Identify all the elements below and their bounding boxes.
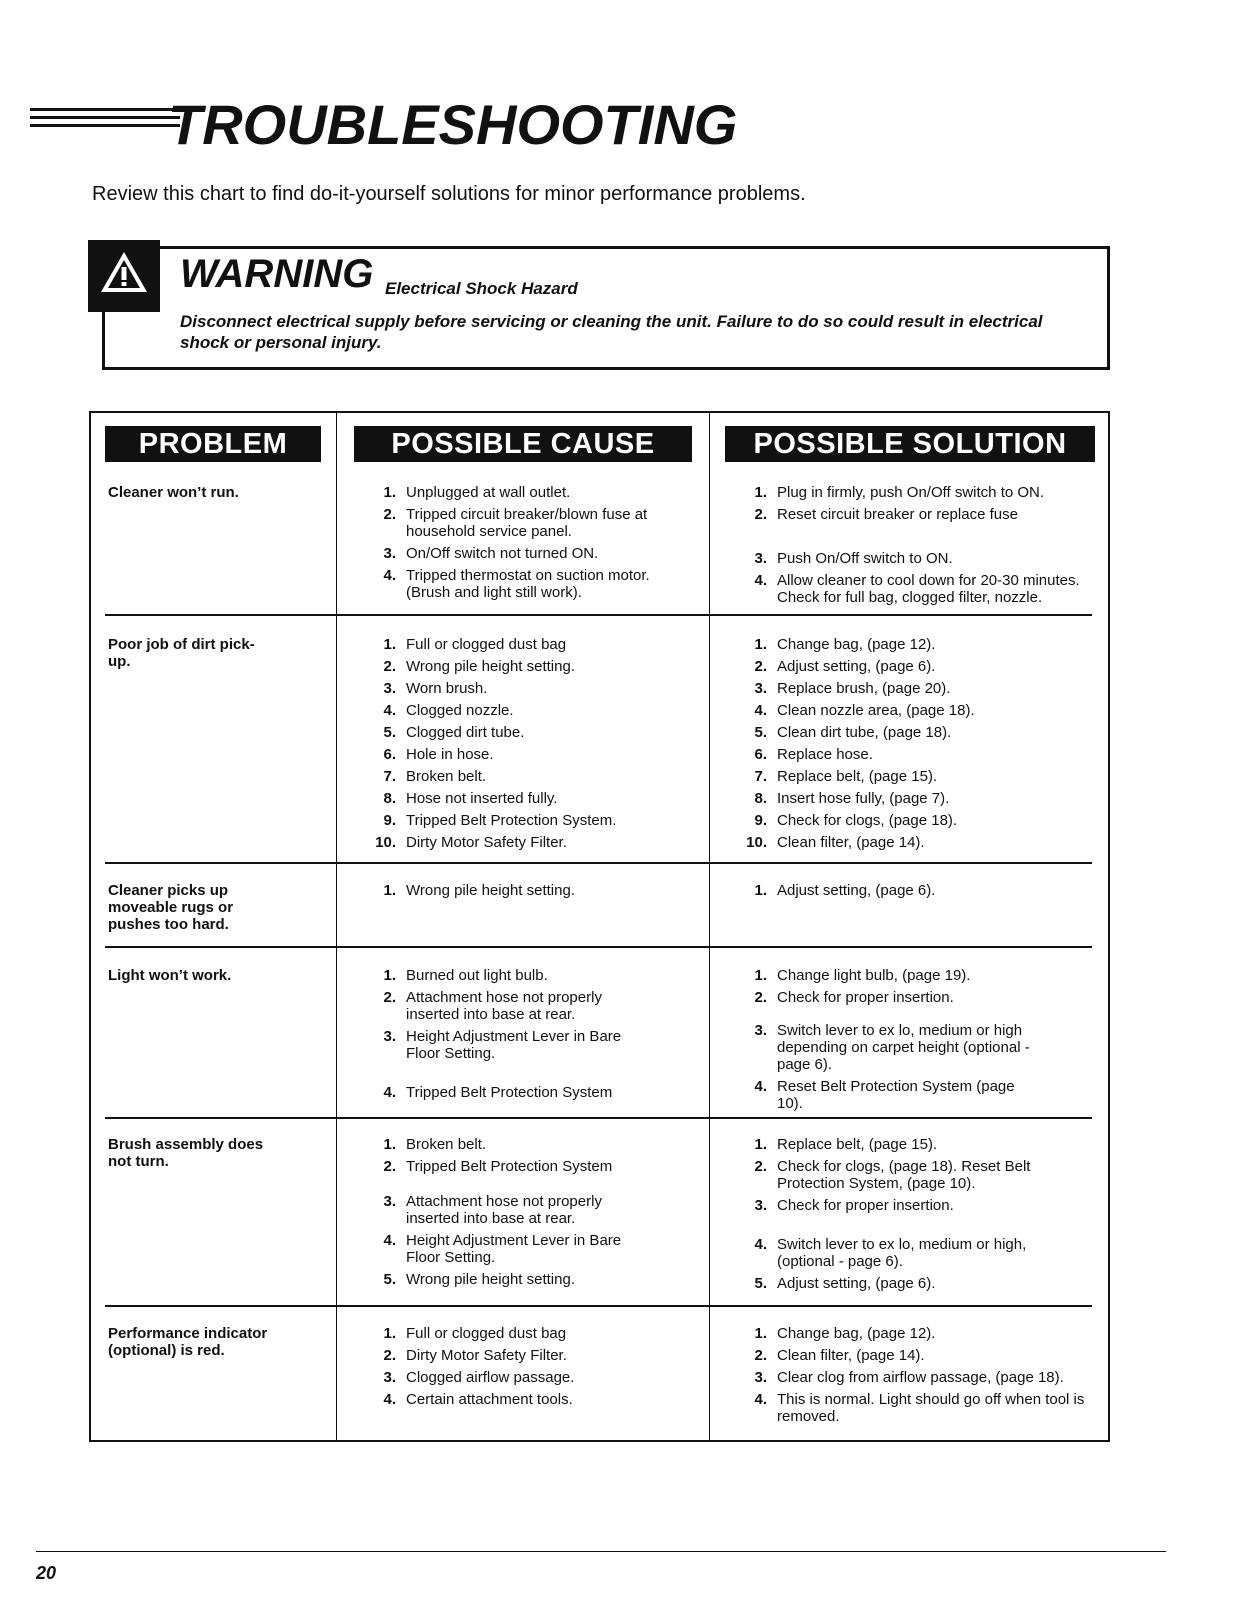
problem-label: Poor job of dirt pick-up. bbox=[108, 636, 255, 670]
intro-text: Review this chart to find do-it-yourself solutions for minor performance problems. bbox=[92, 183, 806, 205]
list-item: 5. Adjust setting, (page 6). bbox=[754, 1275, 936, 1292]
row-divider bbox=[105, 1117, 1092, 1119]
list-item: 3. Replace brush, (page 20). bbox=[754, 680, 951, 697]
solution-list bbox=[754, 967, 1037, 1117]
list-item: 4. Allow cleaner to cool down for 20-30 minutes. Check for full bag, clogged filter, nozzle. bbox=[754, 572, 1080, 606]
list-item: 1. Adjust setting, (page 6). bbox=[754, 882, 936, 899]
page-title bbox=[30, 90, 738, 160]
list-item: 7. Replace belt, (page 15). bbox=[754, 768, 938, 785]
list-item: 1. Wrong pile height setting. bbox=[383, 882, 575, 899]
list-item: 4. Tripped thermostat on suction motor. (Brush and light still work). bbox=[383, 567, 650, 601]
cause-list bbox=[383, 1136, 646, 1293]
solution-list bbox=[754, 1325, 1087, 1430]
list-item: 2. Wrong pile height setting. bbox=[383, 658, 575, 675]
warning-body: Disconnect electrical supply before servicing or cleaning the unit. Failure to do so could result in electrical shock or personal injury. bbox=[180, 312, 1043, 352]
solution-list bbox=[754, 1136, 1047, 1297]
list-item: 1. Change bag, (page 12). bbox=[754, 636, 936, 653]
list-item: 1. Full or clogged dust bag bbox=[383, 636, 567, 653]
list-item: 4. Height Adjustment Lever in Bare Floor Setting. bbox=[383, 1232, 622, 1266]
list-item: 6. Replace hose. bbox=[754, 746, 873, 763]
title-text: TROUBLESHOOTING bbox=[168, 93, 738, 156]
list-item: 5. Clean dirt tube, (page 18). bbox=[754, 724, 952, 741]
cause-list bbox=[375, 636, 696, 856]
problem-label: Cleaner won’t run. bbox=[108, 484, 239, 501]
list-item: 2. Adjust setting, (page 6). bbox=[754, 658, 936, 675]
list-item: 4. Tripped Belt Protection System bbox=[383, 1084, 613, 1101]
title-rule-lines bbox=[30, 108, 180, 132]
list-item: 3. Switch lever to ex lo, medium or high depending on carpet height (optional - page 6). bbox=[754, 1022, 1030, 1073]
list-item: 1. Full or clogged dust bag bbox=[383, 1325, 567, 1342]
list-item: 1. Unplugged at wall outlet. bbox=[383, 484, 571, 501]
list-item: 1. Replace belt, (page 15). bbox=[754, 1136, 938, 1153]
cause-list bbox=[383, 1325, 696, 1413]
footer-rule bbox=[36, 1551, 1166, 1552]
list-item: 2. Dirty Motor Safety Filter. bbox=[383, 1347, 567, 1364]
list-item: 3. Check for proper insertion. bbox=[754, 1197, 954, 1214]
list-item: 2. Check for clogs, (page 18). Reset Belt Protection System, (page 10). bbox=[754, 1158, 1031, 1192]
cause-list bbox=[383, 967, 646, 1106]
column-divider bbox=[336, 411, 337, 1442]
list-item: 5. Clogged dirt tube. bbox=[383, 724, 525, 741]
list-item: 2. Attachment hose not properly inserted into base at rear. bbox=[383, 989, 602, 1023]
row-divider bbox=[105, 946, 1092, 948]
list-item: 1. Burned out light bulb. bbox=[383, 967, 548, 984]
list-item: 2. Reset circuit breaker or replace fuse bbox=[754, 506, 1018, 523]
row-divider bbox=[105, 614, 1092, 616]
list-item: 3. On/Off switch not turned ON. bbox=[383, 545, 599, 562]
list-item: 4. Clean nozzle area, (page 18). bbox=[754, 702, 975, 719]
list-item: 10. Clean filter, (page 14). bbox=[746, 834, 925, 851]
list-item: 3. Worn brush. bbox=[383, 680, 488, 697]
list-item: 2. Tripped Belt Protection System bbox=[383, 1158, 613, 1175]
list-item: 1. Plug in firmly, push On/Off switch to ON. bbox=[754, 484, 1045, 501]
list-item: 8. Insert hose fully, (page 7). bbox=[754, 790, 950, 807]
list-item: 9. Check for clogs, (page 18). bbox=[754, 812, 958, 829]
solution-list bbox=[746, 636, 1095, 856]
list-item: 3. Clogged airflow passage. bbox=[383, 1369, 575, 1386]
list-item: 10. Dirty Motor Safety Filter. bbox=[375, 834, 567, 851]
solution-list bbox=[754, 882, 1095, 904]
list-item: 3. Attachment hose not properly inserted into base at rear. bbox=[383, 1193, 602, 1227]
list-item: 2. Check for proper insertion. bbox=[754, 989, 954, 1006]
list-item: 1. Change bag, (page 12). bbox=[754, 1325, 936, 1342]
header-solution: POSSIBLE SOLUTION bbox=[725, 426, 1095, 462]
warning-icon bbox=[88, 240, 160, 312]
solution-list bbox=[754, 484, 1095, 611]
list-item: 5. Wrong pile height setting. bbox=[383, 1271, 575, 1288]
list-item: 4. Reset Belt Protection System (page 10). bbox=[754, 1078, 1015, 1112]
page-number: 20 bbox=[36, 1563, 57, 1583]
list-item: 4. Certain attachment tools. bbox=[383, 1391, 573, 1408]
list-item: 2. Tripped circuit breaker/blown fuse at household service panel. bbox=[383, 506, 648, 540]
list-item: 3. Clear clog from airflow passage, (page 18). bbox=[754, 1369, 1064, 1386]
list-item: 1. Broken belt. bbox=[383, 1136, 487, 1153]
cause-list bbox=[383, 882, 696, 904]
list-item: 2. Clean filter, (page 14). bbox=[754, 1347, 925, 1364]
problem-label: Brush assembly does not turn. bbox=[108, 1136, 264, 1170]
list-item: 3. Push On/Off switch to ON. bbox=[754, 550, 953, 567]
warning-word: WARNING bbox=[180, 252, 374, 296]
list-item: 9. Tripped Belt Protection System. bbox=[383, 812, 617, 829]
list-item: 1. Change light bulb, (page 19). bbox=[754, 967, 971, 984]
warning-subtitle: Electrical Shock Hazard bbox=[385, 279, 578, 298]
list-item: 4. This is normal. Light should go off when tool is removed. bbox=[754, 1391, 1085, 1425]
list-item: 4. Switch lever to ex lo, medium or high, (optional - page 6). bbox=[754, 1236, 1027, 1270]
problem-label: Cleaner picks up moveable rugs or pushes too hard. bbox=[108, 882, 234, 933]
column-divider bbox=[709, 411, 710, 1442]
cause-list bbox=[383, 484, 696, 606]
header-problem: PROBLEM bbox=[105, 426, 321, 462]
header-cause: POSSIBLE CAUSE bbox=[354, 426, 692, 462]
row-divider bbox=[105, 862, 1092, 864]
problem-label: Light won’t work. bbox=[108, 967, 232, 984]
list-item: 4. Clogged nozzle. bbox=[383, 702, 514, 719]
list-item: 7. Broken belt. bbox=[383, 768, 487, 785]
row-divider bbox=[105, 1305, 1092, 1307]
list-item: 3. Height Adjustment Lever in Bare Floor Setting. bbox=[383, 1028, 622, 1062]
list-item: 8. Hose not inserted fully. bbox=[383, 790, 558, 807]
list-item: 6. Hole in hose. bbox=[383, 746, 494, 763]
problem-label: Performance indicator (optional) is red. bbox=[108, 1325, 268, 1359]
